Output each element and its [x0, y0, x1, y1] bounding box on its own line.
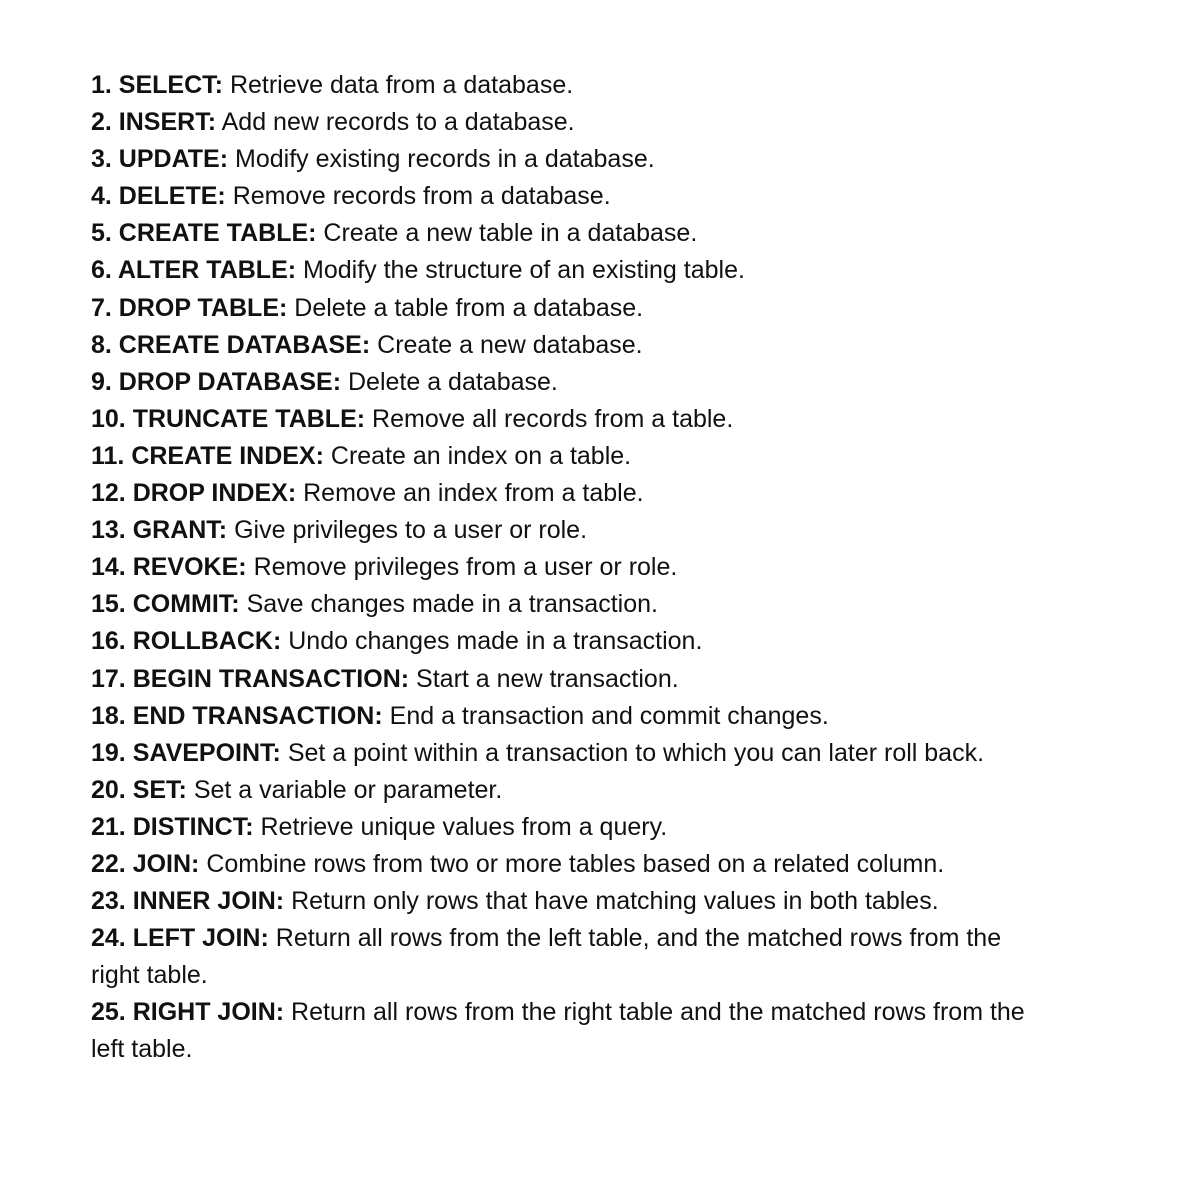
list-item [91, 327, 1031, 364]
item-description: Set a variable or parameter. [193, 775, 503, 804]
list-item [91, 215, 1031, 252]
list-item [91, 586, 1031, 623]
item-description: Combine rows from two or more tables based on a related column. [206, 849, 945, 878]
item-description: Return all rows from the left table, and the matched rows from the right table. [91, 924, 1002, 990]
item-description: Retrieve unique values from a query. [260, 812, 668, 841]
item-description: End a transaction and commit changes. [389, 701, 829, 730]
item-description: Create an index on a table. [330, 441, 632, 470]
list-item [91, 623, 1031, 660]
item-description: Undo changes made in a transaction. [288, 627, 703, 656]
sql-commands-list [91, 67, 1031, 1069]
list-item [91, 290, 1031, 327]
list-item [91, 401, 1031, 438]
list-item [91, 178, 1031, 215]
list-item [91, 475, 1031, 512]
item-term: 16. ROLLBACK: [91, 627, 282, 656]
item-description: Delete a table from a database. [294, 293, 644, 322]
item-description: Start a new transaction. [416, 664, 679, 693]
item-description: Add new records to a database. [221, 108, 575, 137]
list-item [91, 252, 1031, 289]
item-description: Remove an index from a table. [303, 479, 644, 508]
item-description: Remove records from a database. [232, 182, 611, 211]
list-item [91, 438, 1031, 475]
item-description: Return only rows that have matching values in both tables. [291, 887, 939, 916]
list-item [91, 846, 1031, 883]
item-term: 5. CREATE TABLE: [91, 219, 317, 248]
item-term: 11. CREATE INDEX: [91, 441, 324, 470]
item-term: 9. DROP DATABASE: [91, 367, 342, 396]
item-description: Return all rows from the right table and the matched rows from the left table. [91, 998, 1025, 1064]
item-term: 8. CREATE DATABASE: [91, 330, 371, 359]
item-description: Set a point within a transaction to which you can later roll back. [287, 738, 985, 767]
list-item [91, 141, 1031, 178]
item-term: 1. SELECT: [91, 71, 223, 99]
item-term: 22. JOIN: [91, 849, 200, 878]
list-item [91, 920, 1031, 994]
list-item [91, 772, 1031, 809]
item-term: 24. LEFT JOIN: [91, 924, 269, 953]
item-term: 7. DROP TABLE: [91, 293, 288, 322]
list-item [91, 809, 1031, 846]
item-term: 17. BEGIN TRANSACTION: [91, 664, 410, 693]
list-item [91, 549, 1031, 586]
item-term: 6. ALTER TABLE: [91, 256, 297, 285]
item-description: Create a new table in a database. [323, 219, 698, 248]
list-item [91, 883, 1031, 920]
list-item [91, 994, 1031, 1068]
item-description: Delete a database. [347, 367, 558, 396]
item-description: Save changes made in a transaction. [246, 590, 658, 619]
item-description: Give privileges to a user or role. [234, 516, 588, 545]
item-term: 3. UPDATE: [91, 145, 229, 174]
item-description: Create a new database. [377, 330, 643, 359]
item-term: 20. SET: [91, 775, 187, 804]
list-item [91, 698, 1031, 735]
item-term: 2. INSERT: [91, 108, 217, 137]
list-item [91, 735, 1031, 772]
list-item [91, 67, 1031, 104]
item-description: Retrieve data from a database. [229, 71, 574, 99]
item-term: 15. COMMIT: [91, 590, 240, 619]
item-term: 13. GRANT: [91, 516, 228, 545]
item-description: Modify the structure of an existing table. [303, 256, 745, 285]
item-term: 18. END TRANSACTION: [91, 701, 383, 730]
item-term: 23. INNER JOIN: [91, 887, 285, 916]
item-term: 14. REVOKE: [91, 553, 247, 582]
item-term: 19. SAVEPOINT: [91, 738, 281, 767]
list-item [91, 661, 1031, 698]
item-description: Remove all records from a table. [372, 404, 734, 433]
item-term: 21. DISTINCT: [91, 812, 254, 841]
list-item [91, 364, 1031, 401]
item-term: 12. DROP INDEX: [91, 479, 297, 508]
item-term: 10. TRUNCATE TABLE: [91, 404, 366, 433]
list-item [91, 512, 1031, 549]
list-item [91, 104, 1031, 141]
item-term: 25. RIGHT JOIN: [91, 998, 285, 1027]
item-description: Remove privileges from a user or role. [253, 553, 678, 582]
item-term: 4. DELETE: [91, 182, 226, 211]
item-description: Modify existing records in a database. [235, 145, 655, 174]
